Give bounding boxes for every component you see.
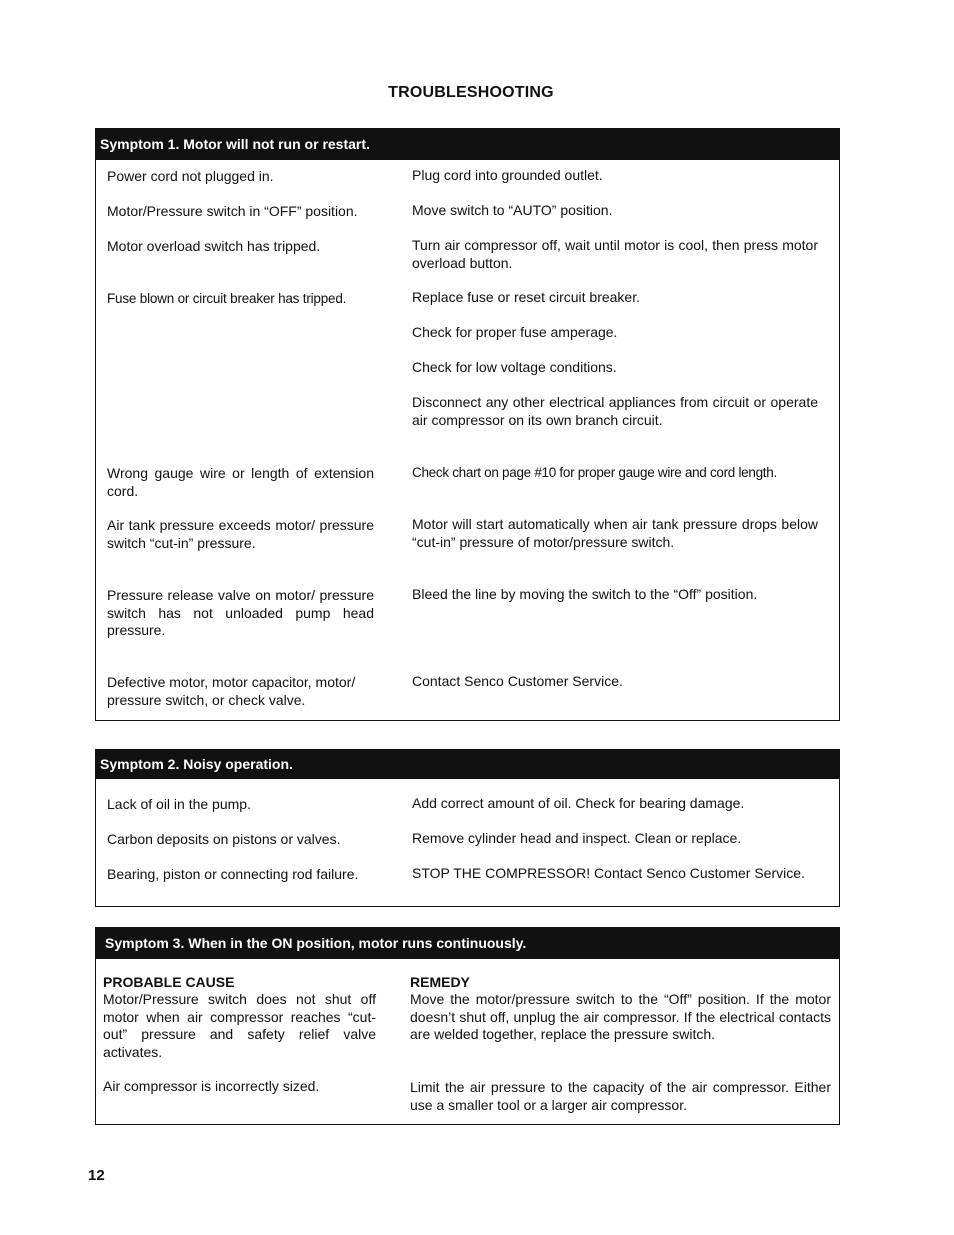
cause-text: Motor/Pressure switch in “OFF” position. (107, 203, 358, 219)
cause-text: Bearing, piston or connecting rod failure. (107, 866, 359, 882)
cause-text: Pressure release valve on motor/ pressure switch has not unloaded pump head pressure. (107, 587, 374, 638)
symptom-3-box (95, 927, 840, 1125)
remedy-text: Check for low voltage conditions. (412, 359, 617, 375)
remedy-text: Replace fuse or reset circuit breaker. (412, 289, 640, 305)
cause-text: Lack of oil in the pump. (107, 796, 251, 812)
cause-text: Fuse blown or circuit breaker has tripped. (107, 291, 347, 306)
remedy-text: Disconnect any other electrical appliances from circuit or operate air compressor on its own branch circuit. (412, 394, 818, 428)
cause-text: Carbon deposits on pistons or valves. (107, 831, 341, 847)
cause-text: Motor overload switch has tripped. (107, 238, 321, 254)
remedy-text: Move switch to “AUTO” position. (412, 202, 613, 218)
remedy-text: Add correct amount of oil. Check for bearing damage. (412, 795, 745, 811)
remedy-text: STOP THE COMPRESSOR! Contact Senco Customer Service. (412, 865, 805, 881)
remedy-text: Check for proper fuse amperage. (412, 324, 618, 340)
remedy-text: Contact Senco Customer Service. (412, 673, 623, 689)
remedy-text: Move the motor/pressure switch to the “Off” position. If the motor doesn’t shut off, unplug the air compressor. If the electrical contacts are welded together, replace the pressure switch. (410, 991, 831, 1042)
symptom-1-header: Symptom 1. Motor will not run or restart. (96, 129, 839, 160)
remedy-text: Plug cord into grounded outlet. (412, 167, 603, 183)
cause-text: Power cord not plugged in. (107, 168, 274, 184)
cause-text: Wrong gauge wire or length of extension cord. (107, 465, 374, 499)
probable-cause-heading: PROBABLE CAUSE (103, 974, 235, 990)
remedy-text: Bleed the line by moving the switch to the “Off” position. (412, 586, 758, 602)
remedy-heading: REMEDY (410, 974, 470, 990)
remedy-text: Motor will start automatically when air tank pressure drops below “cut-in” pressure of motor/pressure switch. (412, 516, 818, 550)
cause-text: Defective motor, motor capacitor, motor/ pressure switch, or check valve. (107, 674, 356, 708)
remedy-text: Remove cylinder head and inspect. Clean or replace. (412, 830, 742, 846)
symptom-1-box (95, 128, 840, 721)
cause-text: Air compressor is incorrectly sized. (103, 1078, 320, 1094)
symptom-2-box (95, 749, 840, 907)
remedy-text: Limit the air pressure to the capacity of the air compressor. Either use a smaller tool or a larger air compressor. (410, 1079, 831, 1113)
page-number: 12 (88, 1167, 105, 1184)
symptom-2-header: Symptom 2. Noisy operation. (96, 750, 839, 779)
symptom-3-header: Symptom 3. When in the ON position, motor runs continuously. (96, 928, 839, 959)
page-title: TROUBLESHOOTING (388, 84, 554, 101)
remedy-text: Check chart on page #10 for proper gauge wire and cord length. (412, 465, 777, 480)
cause-text: Motor/Pressure switch does not shut off motor when air compressor reaches “cut-out” pressure and safety relief valve activates. (103, 991, 376, 1060)
remedy-text: Turn air compressor off, wait until motor is cool, then press motor overload button. (412, 237, 818, 271)
cause-text: Air tank pressure exceeds motor/ pressure switch “cut-in” pressure. (107, 517, 374, 551)
